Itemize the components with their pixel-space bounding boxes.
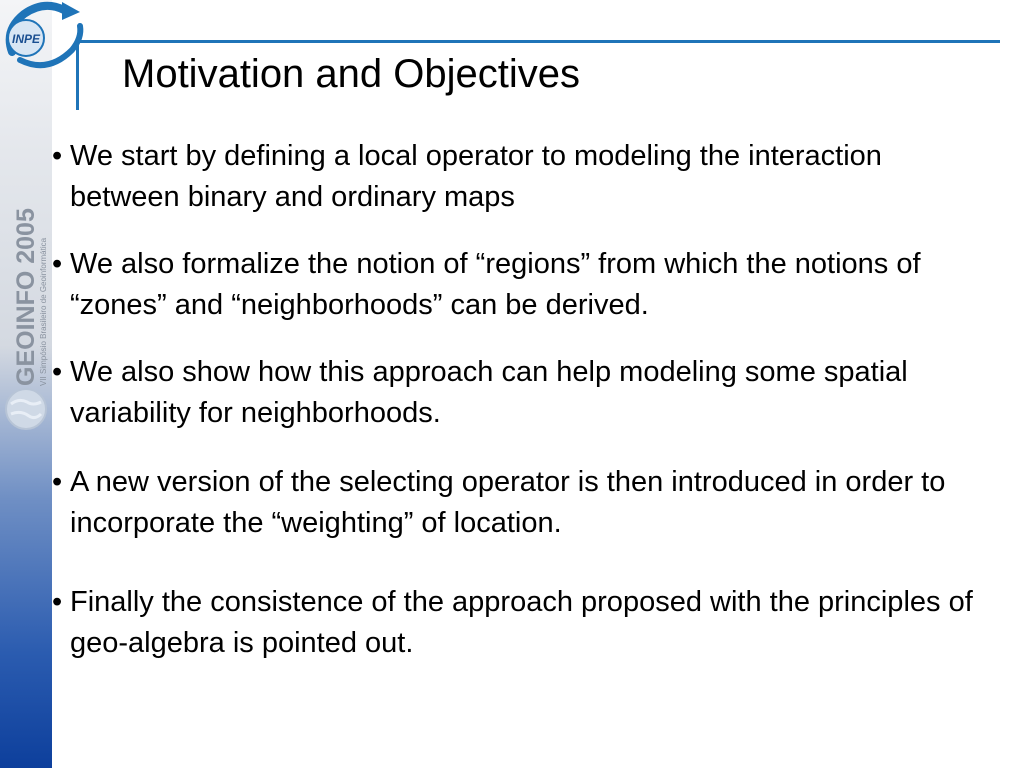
conference-subtitle: VII Simpósio Brasileiro de Geoinformática — [39, 237, 48, 386]
bullet-item — [52, 582, 982, 664]
sidebar-band — [0, 0, 52, 768]
conference-branding — [4, 178, 48, 388]
logo-text: INPE — [11, 32, 41, 46]
bullet-item — [52, 462, 982, 544]
globe-icon — [3, 386, 49, 432]
header-rule-vertical — [76, 42, 79, 110]
bullet-text: We also show how this approach can help modeling some spatial variability for neighborhoods. — [70, 356, 908, 429]
bullet-marker: • — [52, 466, 63, 498]
bullet-item — [52, 352, 982, 434]
bullet-marker: • — [52, 248, 63, 280]
bullet-item — [52, 136, 982, 218]
conference-label: GEOINFO 2005 — [12, 208, 40, 386]
bullet-text: Finally the consistence of the approach proposed with the principles of geo-algebra is pointed out. — [70, 586, 973, 659]
bullet-text: We also formalize the notion of “regions” from which the notions of “zones” and “neighborhoods” can be derived. — [70, 248, 921, 321]
bullet-marker: • — [52, 586, 63, 618]
page-title: Motivation and Objectives — [122, 52, 581, 96]
bullet-item — [52, 244, 982, 326]
bullet-text: A new version of the selecting operator is then introduced in order to incorporate the “weighting” of location. — [70, 466, 946, 539]
header-rule — [78, 40, 1000, 43]
bullet-text: We start by defining a local operator to modeling the interaction between binary and ordinary maps — [70, 140, 882, 213]
bullet-marker: • — [52, 356, 63, 388]
bullet-marker: • — [52, 140, 63, 172]
